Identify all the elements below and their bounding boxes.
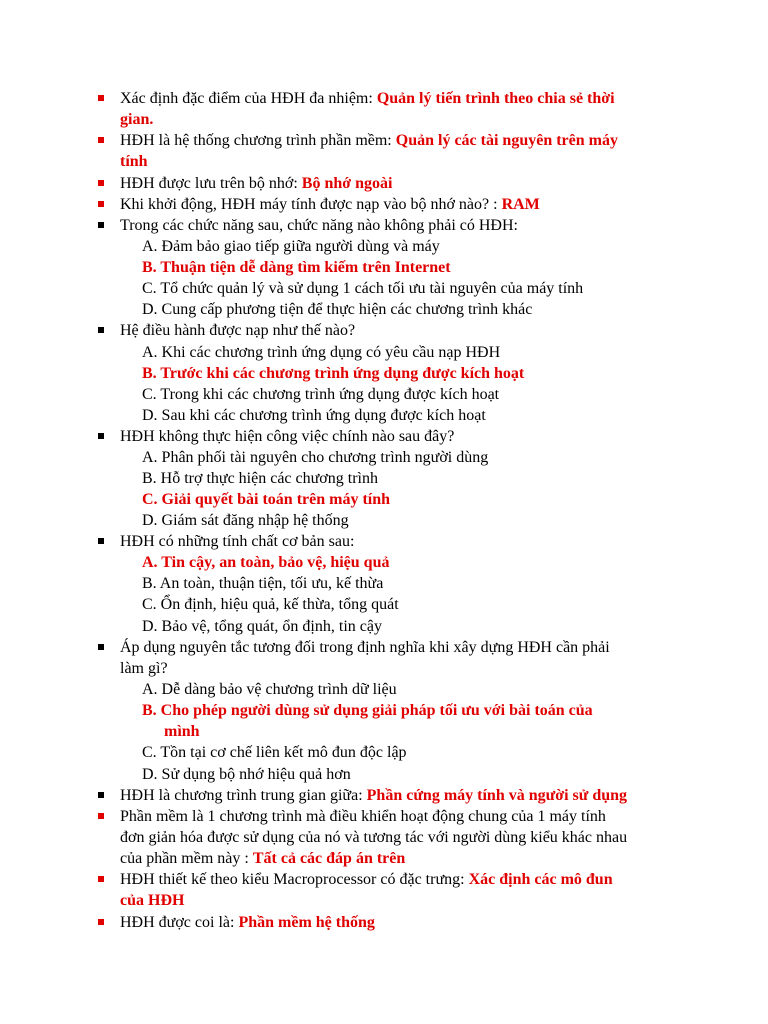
question-text	[120, 320, 355, 341]
answer-option: C. Tổ chức quản lý và sử dụng 1 cách tối ưu tài nguyên của máy tính	[142, 280, 584, 297]
answer-text: Phần cứng máy tính và người sử dụng	[366, 787, 628, 804]
answer-option: D. Sau khi các chương trình ứng dụng được kích hoạt	[142, 407, 486, 424]
bullet-icon	[98, 792, 104, 798]
question-text	[120, 130, 618, 151]
answer-option: C. Tồn tại cơ chế liên kết mô đun độc lập	[142, 744, 407, 761]
answer-option: B. Hỗ trợ thực hiện các chương trình	[142, 470, 378, 487]
question-text	[120, 531, 354, 552]
answer-option: D. Bảo vệ, tổng quát, ổn định, tin cậy	[142, 618, 382, 635]
bullet-icon	[98, 201, 104, 207]
answer-option: C. Trong khi các chương trình ứng dụng được kích hoạt	[142, 386, 500, 403]
answer-option: A. Dễ dàng bảo vệ chương trình dữ liệu	[142, 681, 397, 698]
answer-text: gian.	[120, 111, 154, 128]
bullet-icon	[98, 919, 104, 925]
question-label: Khi khởi động, HĐH máy tính được nạp vào bộ nhớ nào? :	[120, 196, 502, 213]
answer-text: Quản lý tiến trình theo chia sẻ thời	[376, 90, 615, 107]
question-label: HĐH được lưu trên bộ nhớ:	[120, 175, 302, 192]
answer-option: D. Sử dụng bộ nhớ hiệu quả hơn	[142, 766, 351, 783]
answer-option: A. Khi các chương trình ứng dụng có yêu cầu nạp HĐH	[142, 344, 501, 361]
question-text	[120, 912, 375, 933]
answer-text: Quản lý các tài nguyên trên máy	[395, 132, 618, 149]
question-label: HĐH được coi là:	[120, 914, 239, 931]
answer-option: D. Cung cấp phương tiện để thực hiện các chương trình khác	[142, 301, 533, 318]
question-text	[120, 173, 392, 194]
correct-option: mình	[164, 723, 200, 740]
answer-option: B. An toàn, thuận tiện, tối ưu, kế thừa	[142, 575, 384, 592]
bullet-icon	[98, 644, 104, 650]
bullet-icon	[98, 95, 104, 101]
bullet-icon	[98, 538, 104, 544]
question-label: HĐH là chương trình trung gian giữa:	[120, 787, 367, 804]
correct-option: C. Giải quyết bài toán trên máy tính	[142, 491, 391, 508]
question-label: Áp dụng nguyên tắc tương đối trong định nghĩa khi xây dựng HĐH cần phải	[120, 639, 610, 656]
answer-text: Xác định các mô đun	[468, 871, 613, 888]
question-text	[120, 637, 610, 658]
question-text	[120, 194, 540, 215]
answer-text: Tất cả các đáp án trên	[252, 850, 406, 867]
continuation-text	[120, 151, 148, 172]
question-text	[120, 88, 615, 109]
question-label: Trong các chức năng sau, chức năng nào không phải có HĐH:	[120, 217, 518, 234]
continuation-text	[120, 658, 168, 679]
bullet-icon	[98, 433, 104, 439]
continuation-text	[120, 827, 627, 848]
question-text	[120, 785, 627, 806]
bullet-icon	[98, 876, 104, 882]
question-label: làm gì?	[120, 660, 168, 677]
question-text	[120, 869, 613, 890]
answer-option: A. Đảm bảo giao tiếp giữa người dùng và máy	[142, 238, 440, 255]
question-label: Phần mềm là 1 chương trình mà điều khiển hoạt động chung của 1 máy tính	[120, 808, 606, 825]
continuation-text	[120, 109, 153, 130]
bullet-icon	[98, 327, 104, 333]
question-label: HĐH thiết kế theo kiểu Macroprocessor có đặc trưng:	[120, 871, 469, 888]
correct-option: A. Tin cậy, an toàn, bảo vệ, hiệu quả	[142, 554, 390, 571]
bullet-icon	[98, 137, 104, 143]
answer-text: RAM	[501, 196, 540, 213]
bullet-icon	[98, 180, 104, 186]
question-label: đơn giản hóa được sử dụng của nó và tương tác với người dùng kiểu khác nhau	[120, 829, 628, 846]
continuation-text	[120, 890, 184, 911]
question-text	[120, 806, 606, 827]
question-text	[120, 426, 454, 447]
answer-text: Bộ nhớ ngoài	[301, 175, 393, 192]
bullet-icon	[98, 813, 104, 819]
question-label: Xác định đặc điểm của HĐH đa nhiệm:	[120, 90, 377, 107]
answer-text: của HĐH	[120, 892, 185, 909]
question-label: HĐH có những tính chất cơ bản sau:	[120, 533, 355, 550]
answer-text: Phần mềm hệ thống	[238, 914, 375, 931]
question-label: HĐH là hệ thống chương trình phần mềm:	[120, 132, 396, 149]
answer-option: C. Ổn định, hiệu quả, kế thừa, tổng quát	[142, 596, 399, 613]
correct-option: B. Trước khi các chương trình ứng dụng được kích hoạt	[142, 365, 525, 382]
answer-option: D. Giám sát đăng nhập hệ thống	[142, 512, 349, 529]
answer-option: A. Phân phối tài nguyên cho chương trình người dùng	[142, 449, 489, 466]
bullet-icon	[98, 222, 104, 228]
question-text	[120, 215, 518, 236]
question-label: HĐH không thực hiện công việc chính nào sau đây?	[120, 428, 455, 445]
correct-option: B. Thuận tiện dễ dàng tìm kiếm trên Internet	[142, 259, 451, 276]
continuation-text	[120, 848, 405, 869]
correct-option: B. Cho phép người dùng sử dụng giải pháp tối ưu với bài toán của	[142, 702, 593, 719]
question-label: của phần mềm này :	[120, 850, 253, 867]
question-label: Hệ điều hành được nạp như thế nào?	[120, 322, 356, 339]
answer-text: tính	[120, 153, 148, 170]
